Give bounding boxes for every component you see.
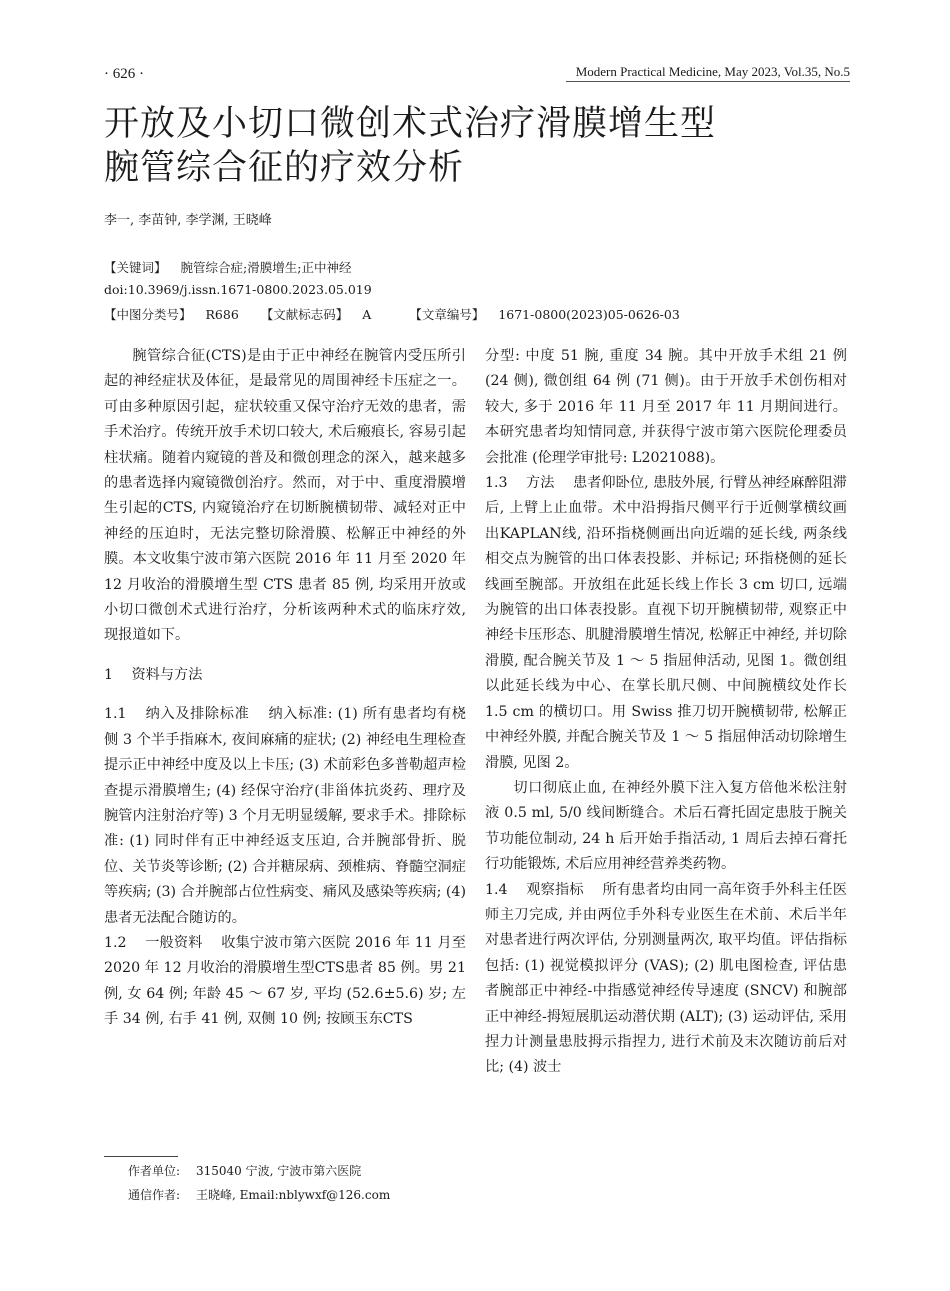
section-heading [104,663,466,688]
subsection-title: 纳入及排除标准 [145,706,250,723]
journal-header: Modern Practical Medicine, May 2023, Vol.35, No.5 [575,64,850,79]
doc-code-label: 【文献标志码】 [260,307,349,322]
footnote-rule [104,1156,178,1157]
subsection-text: 所有患者均由同一高年资手外科主任医师主刀完成, 并由两位手外科专业医生在术前、术后半年对患者进行两次评估, 分别测量两次, 取平均值。评估指标包括: (1) 视觉模拟评分 (VAS); (2) 肌电图检查, 评估患者腕部正中神经-中指感觉神经传导速度 (SNCV) 和腕部正中神经-拇短展肌运动潜伏期 (ALT); (3) 运动评估, 采用捏力计测量患肢拇示指捏力, 进行术前及末次随访前后对比; (4) 波士 [485,881,847,1076]
header-rule [566,81,850,82]
title-line-2: 腕管综合征的疗效分析 [104,148,465,188]
subsection-text: 纳入标准: (1) 所有患者均有桡侧 3 个半手指麻木, 夜间麻痛的症状; (2) 神经电生理检查提示正中神经中度及以上卡压; (3) 术前彩色多普勒超声检查提示滑膜增生; (4) 经保守治疗(非甾体抗炎药、理疗及腕管内注射治疗等) 3 个月无明显缓解, 要求手术。排除标准: (1) 同时伴有正中神经返支压迫, 合并腕部骨折、脱位、关节炎等诊断; (2) 合并糖尿病、颈椎病、脊髓空洞症等疾病; (3) 合并腕部占位性病变、痛风及感染等疾病; (4) 患者无法配合随访的。 [104,706,466,926]
subsection-text: 收集宁波市第六医院 2016 年 11 月至 2020 年 12 月收治的滑膜增生型CTS患者 85 例。男 21 例, 女 64 例; 年龄 45 ～ 67 岁, 平均 (52.6±5.6) 岁; 左手 34 例, 右手 41 例, 双侧 10 例; 按顾玉东CTS [104,934,466,1028]
doc-code: A [362,307,372,322]
column-left [104,344,466,1033]
article-no-label: 【文章编号】 [409,307,485,322]
subsection-title: 观察指标 [526,881,584,898]
keywords-label: 【关键词】 [104,260,167,275]
subsection-1-3 [485,471,847,776]
subsection-number: 1.3 [485,475,508,492]
section-number: 1 [104,666,114,683]
column-right [485,344,847,1081]
article-no: 1671-0800(2023)05-0626-03 [498,307,680,322]
subsection-1-1 [104,702,466,931]
subsection-text: 患者仰卧位, 患肢外展, 行臂丛神经麻醉阻滞后, 上臂上止血带。术中沿拇指尺侧平行于近侧掌横纹画出KAPLAN线, 沿环指桡侧画出向近端的延长线, 两条线相交点为腕管的出口体表投影、并标记; 环指桡侧的延长线画至腕部。开放组在此延长线上作长 3 cm 切口, 远端为腕管的出口体表投影。直视下切开腕横韧带, 观察正中神经卡压形态、肌腱滑膜增生情况, 松解正中神经, 并切除滑膜, 配合腕关节及 1 ～ 5 指屈伸活动, 见图 1。微创组以此延长线为中心、在掌长肌尺侧、中间腕横纹处作长 1.5 cm 的横切口。用 Swiss 推刀切开腕横韧带, 松解正中神经外膜, 并配合腕关节及 1 ～ 5 指屈伸活动切除增生滑膜, 见图 2。 [485,475,847,771]
section-title: 资料与方法 [131,666,203,683]
subsection-number: 1.2 [104,934,127,951]
title-line-1: 开放及小切口微创术式治疗滑膜增生型 [104,104,717,144]
subsection-1-4 [485,878,847,1081]
clc-label: 【中图分类号】 [104,307,192,322]
footnote-text: 315040 宁波, 宁波市第六医院 [196,1164,362,1178]
doi: doi:10.3969/j.issn.1671-0800.2023.05.019 [104,282,372,297]
page-number: · 626 · [104,66,144,82]
subsection-1-2 [104,931,466,1033]
intro-paragraph: 腕管综合征(CTS)是由于正中神经在腕管内受压所引起的神经症状及体征，是最常见的周围神经卡压症之一。可由多种原因引起，症状较重又保守治疗无效的患者，需手术治疗。传统开放手术切口较大, 术后瘢痕长, 容易引起柱状痛。随着内窥镜的普及和微创理念的深入，越来越多的患者选择内窥镜微创治疗。然而，对于中、重度滑膜增生引起的CTS, 内窥镜治疗在切断腕横韧带、减轻对正中神经的压迫时，无法完整切除滑膜、松解正中神经的外膜。本文收集宁波市第六医院 2016 年 11 月至 2020 年 12 月收治的滑膜增生型 CTS 患者 85 例, 均采用开放或小切口微创术式进行治疗，分析该两种术式的临床疗效, 现报道如下。 [104,348,466,644]
footnote-affiliation [128,1162,361,1179]
clc-code: R686 [205,307,239,322]
footnote-label: 通信作者: [128,1188,181,1202]
keywords: 腕管综合症;滑膜增生;正中神经 [180,260,352,275]
subsection-title: 一般资料 [145,934,203,951]
subsection-number: 1.1 [104,706,127,723]
article-title [104,102,716,190]
paragraph: 切口彻底止血, 在神经外膜下注入复方倍他米松注射液 0.5 ml, 5/0 线间断缝合。术后石膏托固定患肢于腕关节功能位制动, 24 h 后开始手指活动, 1 周后去掉石膏托行功能锻炼, 术后应用神经营养类药物。 [485,779,847,873]
footnote-text: 王晓峰, Email:nblywxf@126.com [196,1188,391,1202]
keywords-line [104,258,351,276]
classification-line [104,305,680,323]
subsection-title: 方法 [526,475,555,492]
footnote-label: 作者单位: [128,1164,181,1178]
paragraph: 分型: 中度 51 腕, 重度 34 腕。其中开放手术组 21 例 (24 侧), 微创组 64 例 (71 侧)。由于开放手术创伤相对较大, 多于 2016 年 11 月至 2017 年 11 月期间进行。本研究患者均知情同意, 并获得宁波市第六医院伦理委员会批准 (伦理学审批号: L2021088)。 [485,348,847,466]
author-list: 李一, 李苗钟, 李学渊, 王晓峰 [104,213,272,228]
subsection-number: 1.4 [485,881,508,898]
footnote-correspondence [128,1186,390,1203]
